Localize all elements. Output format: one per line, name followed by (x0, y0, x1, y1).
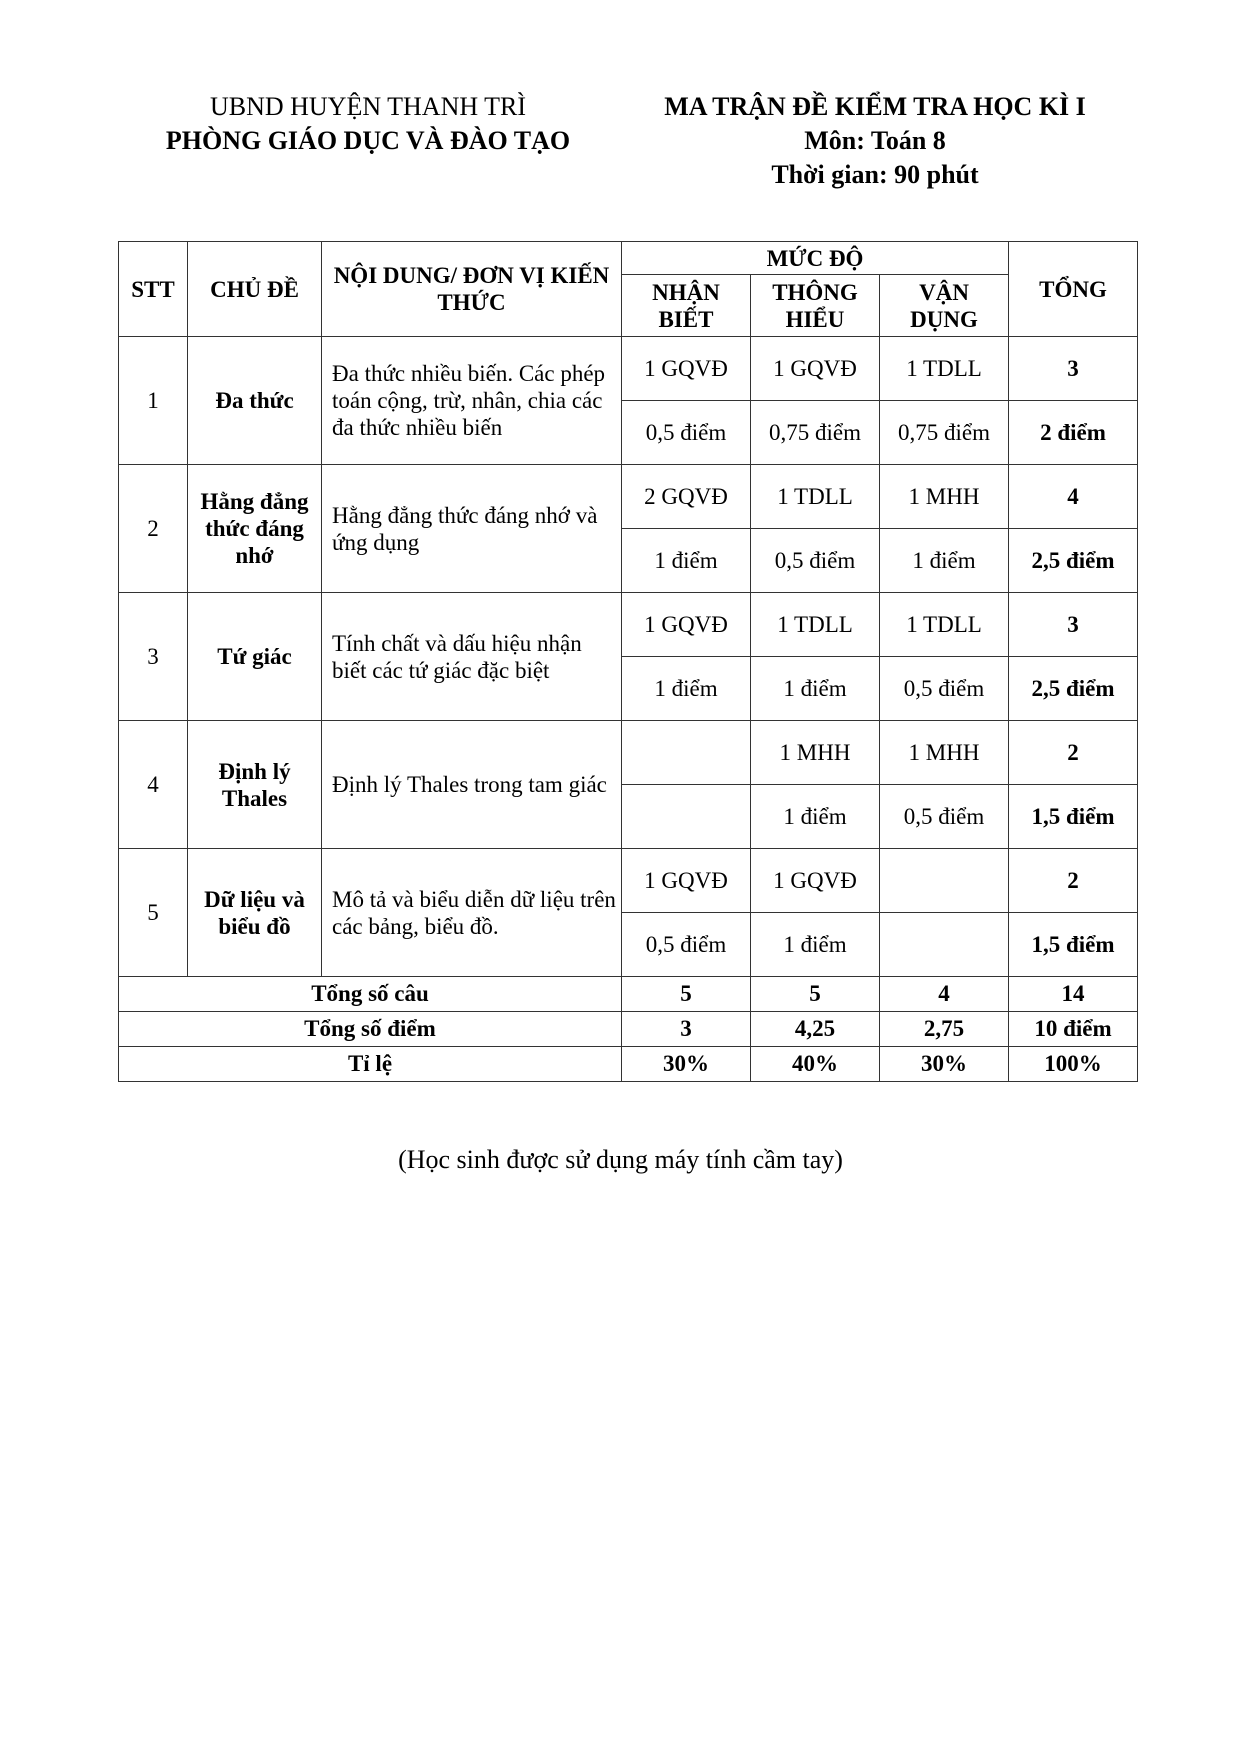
exam-matrix-table (118, 241, 1138, 1082)
apply-questions: 1 MHH (880, 465, 1009, 529)
apply-points (880, 913, 1009, 977)
summary-understand: 40% (751, 1047, 880, 1082)
recognize-points: 1 điểm (622, 529, 751, 593)
understand-points: 0,5 điểm (751, 529, 880, 593)
row-number: 5 (119, 849, 188, 977)
document-title: MA TRẬN ĐỀ KIỂM TRA HỌC KÌ I (664, 92, 1086, 121)
header-recognize: NHẬN BIẾT (622, 275, 751, 337)
header-understand: THÔNG HIỂU (751, 275, 880, 337)
understand-points: 1 điểm (751, 785, 880, 849)
header-total: TỔNG (1009, 242, 1138, 337)
summary-total: 100% (1009, 1047, 1138, 1082)
header-right (620, 90, 1130, 192)
summary-understand: 5 (751, 977, 880, 1012)
row-content: Tính chất và dấu hiệu nhận biết các tứ giác đặc biệt (322, 593, 622, 721)
understand-points: 1 điểm (751, 657, 880, 721)
apply-points: 0,5 điểm (880, 657, 1009, 721)
recognize-points: 0,5 điểm (622, 913, 751, 977)
row-content: Hằng đẳng thức đáng nhớ và ứng dụng (322, 465, 622, 593)
summary-apply: 30% (880, 1047, 1009, 1082)
total-points: 2 điểm (1009, 401, 1138, 465)
summary-label: Tỉ lệ (119, 1047, 622, 1082)
summary-total: 10 điểm (1009, 1012, 1138, 1047)
understand-questions: 1 TDLL (751, 593, 880, 657)
recognize-points (622, 785, 751, 849)
summary-recognize: 30% (622, 1047, 751, 1082)
row-content: Định lý Thales trong tam giác (322, 721, 622, 849)
header-content: NỘI DUNG/ ĐƠN VỊ KIẾN THỨC (322, 242, 622, 337)
row-topic: Dữ liệu và biểu đồ (188, 849, 322, 977)
table-row (119, 465, 1138, 529)
recognize-questions (622, 721, 751, 785)
footer-note: (Học sinh được sử dụng máy tính cầm tay) (398, 1145, 843, 1174)
apply-questions: 1 MHH (880, 721, 1009, 785)
row-number: 4 (119, 721, 188, 849)
recognize-points: 1 điểm (622, 657, 751, 721)
header-topic: CHỦ ĐỀ (188, 242, 322, 337)
summary-apply: 2,75 (880, 1012, 1009, 1047)
summary-recognize: 5 (622, 977, 751, 1012)
row-topic: Đa thức (188, 337, 322, 465)
header-apply: VẬN DỤNG (880, 275, 1009, 337)
table-row (119, 849, 1138, 913)
header-stt: STT (119, 242, 188, 337)
table-row (119, 337, 1138, 401)
row-number: 1 (119, 337, 188, 465)
recognize-points: 0,5 điểm (622, 401, 751, 465)
summary-understand: 4,25 (751, 1012, 880, 1047)
row-topic: Tứ giác (188, 593, 322, 721)
row-topic: Hằng đẳng thức đáng nhớ (188, 465, 322, 593)
apply-points: 1 điểm (880, 529, 1009, 593)
summary-row (119, 1047, 1138, 1082)
apply-questions (880, 849, 1009, 913)
row-content: Đa thức nhiều biến. Các phép toán cộng, trừ, nhân, chia các đa thức nhiều biến (322, 337, 622, 465)
apply-points: 0,75 điểm (880, 401, 1009, 465)
summary-row (119, 1012, 1138, 1047)
understand-questions: 1 TDLL (751, 465, 880, 529)
understand-points: 1 điểm (751, 913, 880, 977)
recognize-questions: 1 GQVĐ (622, 849, 751, 913)
total-points: 1,5 điểm (1009, 785, 1138, 849)
recognize-questions: 1 GQVĐ (622, 337, 751, 401)
row-topic: Định lý Thales (188, 721, 322, 849)
recognize-questions: 2 GQVĐ (622, 465, 751, 529)
understand-questions: 1 GQVĐ (751, 849, 880, 913)
row-number: 2 (119, 465, 188, 593)
total-questions: 3 (1009, 337, 1138, 401)
summary-recognize: 3 (622, 1012, 751, 1047)
total-points: 2,5 điểm (1009, 657, 1138, 721)
apply-questions: 1 TDLL (880, 593, 1009, 657)
summary-label: Tổng số điểm (119, 1012, 622, 1047)
row-content: Mô tả và biểu diễn dữ liệu trên các bảng, biểu đồ. (322, 849, 622, 977)
summary-row (119, 977, 1138, 1012)
district-name: UBND HUYỆN THANH TRÌ (209, 92, 527, 121)
summary-label: Tổng số câu (119, 977, 622, 1012)
header-level: MỨC ĐỘ (622, 242, 1009, 275)
total-points: 1,5 điểm (1009, 913, 1138, 977)
table-row (119, 593, 1138, 657)
total-questions: 2 (1009, 849, 1138, 913)
understand-questions: 1 MHH (751, 721, 880, 785)
total-questions: 4 (1009, 465, 1138, 529)
apply-points: 0,5 điểm (880, 785, 1009, 849)
department-name: PHÒNG GIÁO DỤC VÀ ĐÀO TẠO (165, 126, 571, 155)
summary-apply: 4 (880, 977, 1009, 1012)
total-questions: 3 (1009, 593, 1138, 657)
total-questions: 2 (1009, 721, 1138, 785)
header-left (118, 90, 618, 158)
summary-total: 14 (1009, 977, 1138, 1012)
table-row (119, 721, 1138, 785)
recognize-questions: 1 GQVĐ (622, 593, 751, 657)
subject-line: Môn: Toán 8 (804, 126, 946, 155)
duration-line: Thời gian: 90 phút (771, 160, 979, 189)
total-points: 2,5 điểm (1009, 529, 1138, 593)
understand-questions: 1 GQVĐ (751, 337, 880, 401)
row-number: 3 (119, 593, 188, 721)
apply-questions: 1 TDLL (880, 337, 1009, 401)
understand-points: 0,75 điểm (751, 401, 880, 465)
